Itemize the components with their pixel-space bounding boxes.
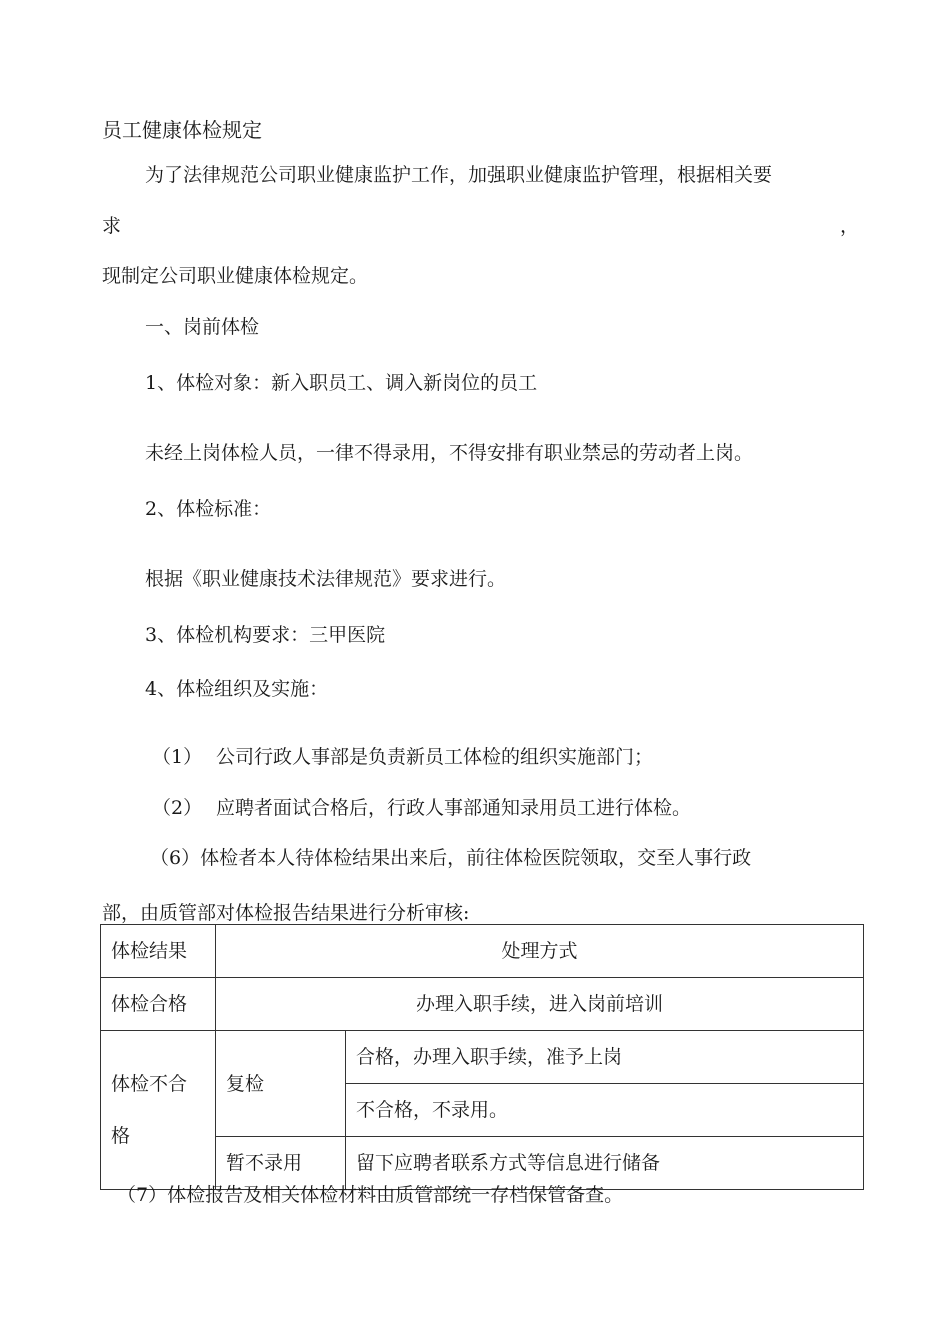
sub-item-1-number: （1）: [152, 746, 203, 768]
sub-item-2-text: 应聘者面试合格后，行政人事部通知录用员工进行体检。: [216, 797, 692, 819]
sub-item-7: （7）体检报告及相关体检材料由质管部统一存档保管备查。: [117, 1184, 624, 1206]
sub-item-6-line-2: 部，由质管部对体检报告结果进行分析审核:: [102, 902, 470, 924]
table-header-row: [101, 925, 864, 978]
intro-paragraph-line-2: 求: [102, 215, 122, 237]
table-row: [101, 1137, 864, 1190]
cell-recheck-fail: 不合格，不录用。: [346, 1084, 864, 1137]
item-exam-target: 1、体检对象：新入职员工、调入新岗位的员工: [145, 372, 538, 394]
sub-item-1-text: 公司行政人事部是负责新员工体检的组织实施部门；: [216, 746, 654, 768]
header-handling-method: 处理方式: [216, 925, 864, 978]
intro-comma: ，: [840, 215, 860, 237]
cell-exam-pass-action: 办理入职手续，进入岗前培训: [216, 978, 864, 1031]
item-exam-target-note: 未经上岗体检人员，一律不得录用，不得安排有职业禁忌的劳动者上岗。: [145, 442, 754, 464]
cell-hold-action: 留下应聘者联系方式等信息进行储备: [346, 1137, 864, 1190]
document-title: 员工健康体检规定: [102, 118, 262, 142]
cell-recheck: 复检: [216, 1031, 346, 1137]
sub-item-6-line-1: （6）体检者本人待体检结果出来后，前往体检医院领取，交至人事行政: [150, 847, 752, 869]
exam-result-table: [100, 924, 864, 1190]
cell-exam-fail: 体检不合格: [101, 1031, 216, 1190]
header-exam-result: 体检结果: [101, 925, 216, 978]
item-exam-organization: 4、体检组织及实施：: [145, 678, 329, 700]
intro-paragraph-line-3: 现制定公司职业健康体检规定。: [102, 265, 369, 287]
table-row: [101, 1031, 864, 1084]
cell-recheck-pass: 合格，办理入职手续，准予上岗: [346, 1031, 864, 1084]
intro-paragraph-line-1: 为了法律规范公司职业健康监护工作，加强职业健康监护管理，根据相关要: [145, 164, 773, 186]
section-heading-pre-job-exam: 一、岗前体检: [145, 316, 260, 338]
item-exam-standard-note: 根据《职业健康技术法律规范》要求进行。: [145, 568, 507, 590]
cell-exam-pass: 体检合格: [101, 978, 216, 1031]
item-exam-standard: 2、体检标准：: [145, 498, 272, 520]
sub-item-2-number: （2）: [152, 797, 203, 819]
item-exam-institution: 3、体检机构要求：三甲医院: [145, 624, 386, 646]
cell-hold: 暂不录用: [216, 1137, 346, 1190]
table-row: [101, 978, 864, 1031]
